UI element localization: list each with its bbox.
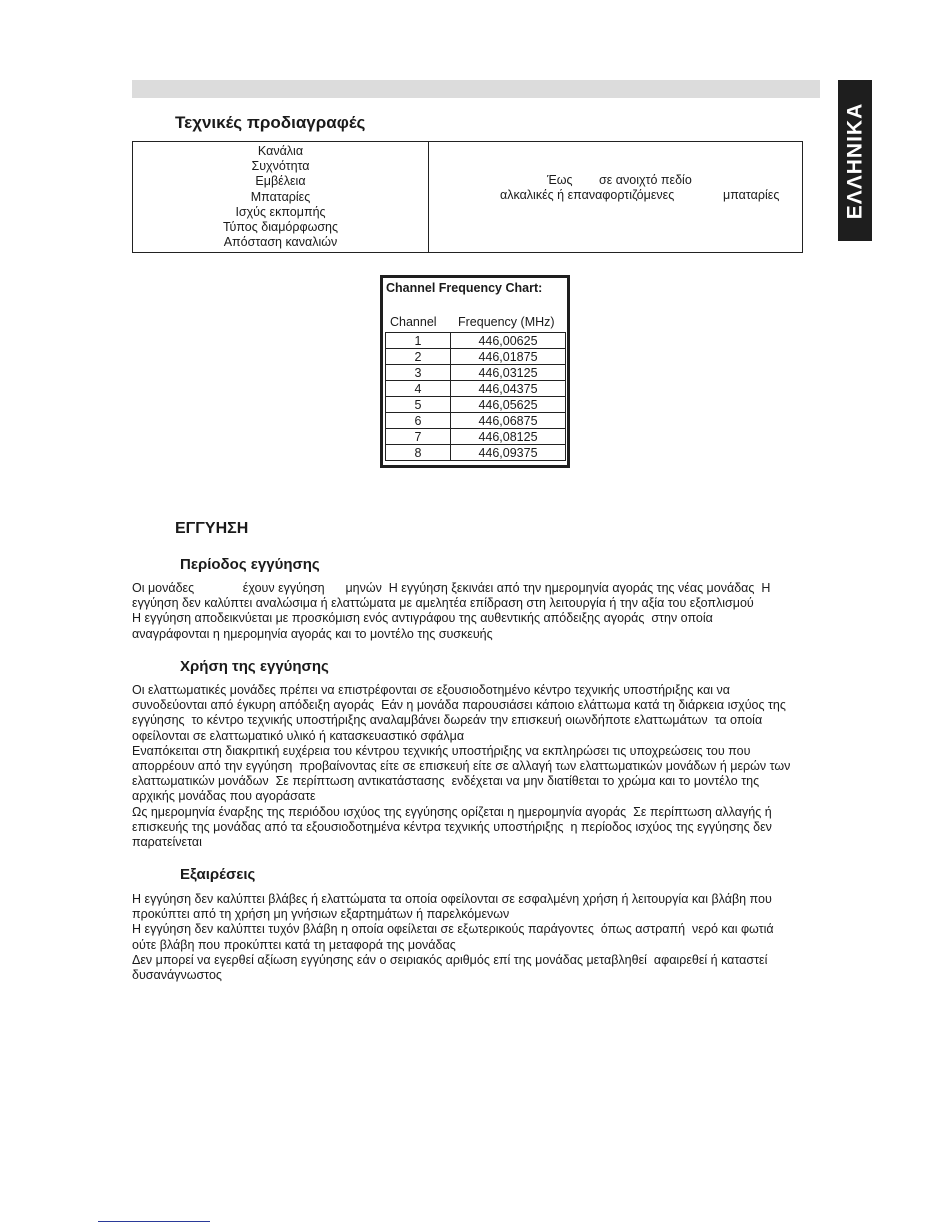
text-line: εγγύησης το κέντρο τεχνικής υποστήριξης αναλαμβάνει δωρεάν την επισκευή οιωνδήποτε ελαττωμάτων τα οποία xyxy=(132,713,763,728)
exclusions-title: Εξαιρέσεις xyxy=(180,866,256,883)
header-bar xyxy=(132,80,820,98)
specs-table xyxy=(132,141,803,253)
frequency-cell: 446,01875 xyxy=(451,349,566,365)
spec-battery-text: αλκαλικές ή επαναφορτιζόμενες xyxy=(500,188,675,202)
text-line: ελαττωματικών μονάδων Σε περίπτωση αντικατάστασης ενδέχεται να μην διατίθεται το χρώμα και το μοντέλο της xyxy=(132,774,760,789)
language-tab xyxy=(838,80,872,241)
text-line: Οι μονάδες έχουν εγγύηση μηνών Η εγγύηση ξεκινάει από την ημερομηνία αγοράς της νέας μονάδας Η xyxy=(132,581,771,595)
text-line: προκύπτει από τη χρήση μη γνήσιων εξαρτημάτων ή παρελκόμενων xyxy=(132,907,510,922)
footer-rule xyxy=(98,1221,210,1222)
text-line: αρχικής μονάδας που αγοράσατε xyxy=(132,789,316,804)
text-line: ούτε βλάβη που προκύπτει κατά τη μεταφορά της μονάδας xyxy=(132,937,456,952)
specs-labels xyxy=(133,144,428,250)
table-row xyxy=(386,429,566,445)
spec-label-spacing: Απόσταση καναλιών xyxy=(223,235,338,250)
table-row xyxy=(386,333,566,349)
spec-label-channels: Κανάλια xyxy=(257,144,304,158)
text-line: οφείλονται σε ελαττωματικό υλικό ή κατασκευαστικό σφάλμα xyxy=(132,728,465,743)
text-line: Εναπόκειται στη διακριτική ευχέρεια του κέντρου τεχνικής υποστήριξης να εκπληρώσει τις υποχρεώσεις του που xyxy=(132,743,751,758)
channel-cell: 7 xyxy=(386,429,451,445)
table-row xyxy=(386,413,566,429)
text-line: Οι ελαττωματικές μονάδες πρέπει να επιστρέφονται σε εξουσιοδοτημένο κέντρο τεχνικής υποστήριξης και να xyxy=(132,683,731,697)
text-line: επισκευής της μονάδας από τα εξουσιοδοτημένα κέντρα τεχνικής υποστήριξης η περίοδος ισχύος της εγγύησης δεν xyxy=(132,819,772,834)
spec-label-modulation: Τύπος διαμόρφωσης xyxy=(222,220,339,235)
channel-cell: 5 xyxy=(386,397,451,413)
column-header-frequency: Frequency (MHz) xyxy=(458,315,555,329)
column-header-channel: Channel xyxy=(390,315,437,329)
text-line: εγγύηση δεν καλύπτει αναλώσιμα ή ελαττώματα με αμελητέα επίδραση στη λειτουργία ή την αξία του εξοπλισμού xyxy=(132,596,754,611)
table-row xyxy=(386,397,566,413)
exclusions-text xyxy=(132,892,774,983)
specs-heading: Τεχνικές προδιαγραφές xyxy=(175,113,366,132)
table-row xyxy=(386,349,566,365)
channel-cell: 8 xyxy=(386,445,451,461)
text-line: αναγράφονται η ημερομηνία αγοράς και το μοντέλο της συσκευής xyxy=(132,626,493,641)
channel-cell: 4 xyxy=(386,381,451,397)
chart-title: Channel Frequency Chart: xyxy=(386,281,543,295)
usage-text xyxy=(132,683,790,850)
spec-label-range: Εμβέλεια xyxy=(255,174,306,189)
text-line: Η εγγύηση αποδεικνύεται με προσκόμιση ενός αντιγράφου της αυθεντικής απόδειξης αγοράς στην οποία xyxy=(132,611,713,626)
frequency-cell: 446,00625 xyxy=(451,333,566,349)
warranty-heading: ΕΓΓΥΗΣΗ xyxy=(175,520,249,537)
table-row xyxy=(386,381,566,397)
spec-label-frequency: Συχνότητα xyxy=(251,159,310,174)
text-line: Η εγγύηση δεν καλύπτει τυχόν βλάβη η οποία οφείλεται σε εξωτερικούς παράγοντες όπως αστραπή νερό και φωτιά xyxy=(132,922,774,937)
channel-frequency-chart xyxy=(380,275,570,468)
language-tab-label: ΕΛΛΗΝΙΚΑ xyxy=(843,102,866,219)
channel-cell: 6 xyxy=(386,413,451,429)
spec-label-power: Ισχύς εκπομπής xyxy=(235,204,326,219)
text-line: συνοδεύονται από έγκυρη απόδειξη αγοράς Εάν η μονάδα παρουσιάσει κάποιο ελάττωμα κατά τη διάρκεια ισχύος της xyxy=(132,698,786,713)
table-row xyxy=(386,365,566,381)
channel-cell: 3 xyxy=(386,365,451,381)
spec-range-prefix: Έως xyxy=(547,173,573,187)
text-line: δυσανάγνωστος xyxy=(132,968,222,983)
frequency-cell: 446,08125 xyxy=(451,429,566,445)
period-text xyxy=(132,581,770,642)
text-line: Δεν μπορεί να εγερθεί αξίωση εγγύησης εάν ο σειριακός αριθμός επί της μονάδας μεταβληθεί αφαιρεθεί ή καταστεί xyxy=(132,952,768,967)
period-title: Περίοδος εγγύησης xyxy=(180,556,320,573)
frequency-cell: 446,09375 xyxy=(451,445,566,461)
text-line: παρατείνεται xyxy=(132,835,202,850)
frequency-cell: 446,03125 xyxy=(451,365,566,381)
frequency-cell: 446,04375 xyxy=(451,381,566,397)
frequency-grid xyxy=(385,332,566,461)
specs-divider xyxy=(428,142,429,252)
text-line: απορρέουν από την εγγύηση προβαίνοντας είτε σε επισκευή είτε σε αλλαγή των ελαττωματικών μονάδων ή μερών των xyxy=(132,759,791,774)
spec-battery-suffix: μπαταρίες xyxy=(723,188,780,202)
text-line: Η εγγύηση δεν καλύπτει βλάβες ή ελαττώματα τα οποία οφείλονται σε εσφαλμένη χρήση ή λειτουργία και βλάβη που xyxy=(132,892,772,906)
channel-cell: 2 xyxy=(386,349,451,365)
table-row xyxy=(386,445,566,461)
spec-range-suffix: σε ανοιχτό πεδίο xyxy=(599,173,692,187)
text-line: Ως ημερομηνία έναρξης της περιόδου ισχύος της εγγύησης ορίζεται η ημερομηνία αγοράς Σε περίπτωση αλλαγής ή xyxy=(132,804,772,819)
frequency-cell: 446,05625 xyxy=(451,397,566,413)
usage-title: Χρήση της εγγύησης xyxy=(180,658,329,675)
channel-cell: 1 xyxy=(386,333,451,349)
spec-label-batteries: Μπαταρίες xyxy=(250,189,311,204)
frequency-cell: 446,06875 xyxy=(451,413,566,429)
